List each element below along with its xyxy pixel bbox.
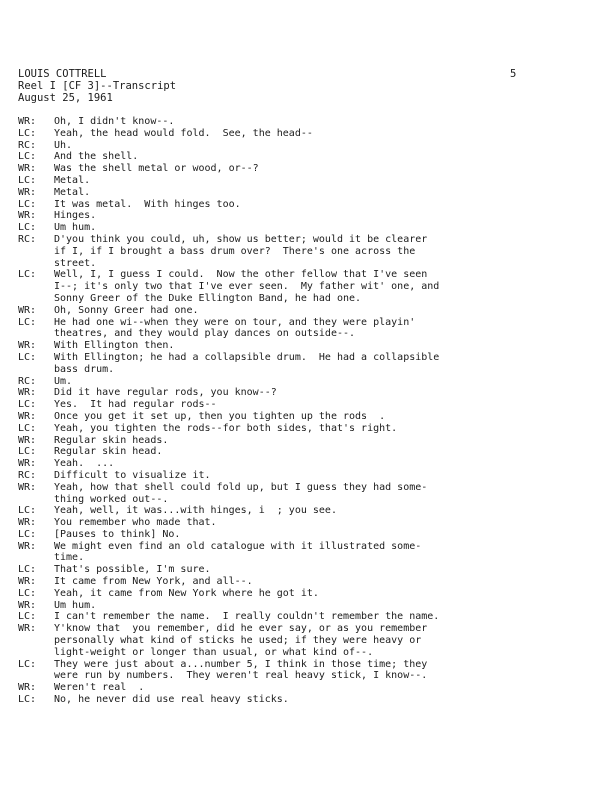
- speaker-label: WR:: [18, 163, 37, 175]
- utterance: [54, 376, 598, 388]
- utterance: [54, 305, 598, 317]
- reel-label: Reel I [CF 3]--Transcript: [18, 80, 177, 93]
- transcript-line: [18, 116, 598, 128]
- speaker-label: WR:: [18, 116, 37, 127]
- speaker-label: LC:: [18, 399, 37, 411]
- transcript-line: [18, 682, 598, 694]
- utterance: [54, 222, 598, 234]
- transcript-line: [18, 187, 598, 199]
- transcript-line: [18, 600, 598, 612]
- utterance-line: Um.: [54, 375, 73, 387]
- transcript-line: [18, 411, 598, 423]
- speaker-label: LC:: [18, 316, 37, 328]
- transcript-line: [18, 588, 598, 600]
- utterance-line: With Ellington then.: [54, 340, 175, 352]
- utterance: [54, 623, 598, 658]
- utterance-line: It was metal. With hinges too.: [54, 198, 241, 210]
- speaker-label: LC:: [18, 505, 37, 517]
- utterance-line: were run by numbers. They weren't real heavy stick, I know--.: [54, 670, 428, 682]
- utterance: [54, 423, 598, 435]
- utterance-line: Oh, Sonny Greer had one.: [54, 304, 199, 316]
- utterance-line: They were just about a...number 5, I think in those time; they: [54, 658, 428, 670]
- speaker-label: LC:: [18, 528, 37, 540]
- utterance-line: theatres, and they would play dances on outside--.: [54, 328, 356, 340]
- utterance-line: You remember who made that.: [54, 517, 217, 529]
- utterance-line: With Ellington; he had a collapsible drum. He had a collapsible: [54, 351, 440, 363]
- utterance: [54, 399, 598, 411]
- utterance: [54, 317, 598, 341]
- speaker-label: LC:: [18, 611, 37, 623]
- speaker-label: LC:: [18, 564, 37, 576]
- utterance-line: [Pauses to think] No.: [54, 528, 181, 540]
- speaker-label: WR:: [18, 481, 37, 493]
- speaker-label: LC:: [18, 658, 37, 670]
- speaker-label: LC:: [18, 127, 37, 139]
- speaker-label: LC:: [18, 422, 37, 434]
- speaker-label: WR:: [18, 434, 37, 446]
- speaker-label: WR:: [18, 599, 37, 611]
- page-number: 5: [510, 68, 517, 80]
- transcript-line: [18, 659, 598, 683]
- transcript-line: [18, 210, 598, 222]
- utterance: [54, 128, 598, 140]
- utterance-line: if I, if I brought a bass drum over? There's one across the: [54, 245, 416, 257]
- speaker-label: WR:: [18, 186, 37, 198]
- speaker-label: LC:: [18, 269, 37, 281]
- utterance: [54, 187, 598, 199]
- utterance: [54, 505, 598, 517]
- utterance: [54, 470, 598, 482]
- speaker-label: LC:: [18, 151, 37, 163]
- utterance-line: street.: [54, 257, 97, 269]
- transcript-line: [18, 199, 598, 211]
- speaker-label: WR:: [18, 340, 37, 352]
- utterance-line: D'you think you could, uh, show us better; would it be clearer: [54, 233, 428, 245]
- utterance: [54, 446, 598, 458]
- utterance: [54, 435, 598, 447]
- transcript-line: [18, 387, 598, 399]
- utterance-line: Difficult to visualize it.: [54, 469, 211, 481]
- utterance: [54, 210, 598, 222]
- utterance-line: Yeah, how that shell could fold up, but I guess they had some-: [54, 481, 428, 493]
- transcript-line: [18, 151, 598, 163]
- utterance-line: Oh, I didn't know--.: [54, 116, 175, 127]
- speaker-label: RC:: [18, 375, 37, 387]
- utterance-line: That's possible, I'm sure.: [54, 564, 211, 576]
- speaker-label: WR:: [18, 410, 37, 422]
- utterance-line: Yeah, it came from New York where he got it.: [54, 587, 319, 599]
- utterance: [54, 482, 598, 506]
- speaker-label: RC:: [18, 469, 37, 481]
- utterance-line: thing worked out--.: [54, 493, 169, 505]
- utterance: [54, 588, 598, 600]
- utterance-line: personally what kind of sticks he used; if they were heavy or: [54, 635, 422, 647]
- utterance: [54, 694, 598, 706]
- transcript-line: [18, 399, 598, 411]
- speaker-label: LC:: [18, 587, 37, 599]
- utterance-line: Um hum.: [54, 599, 97, 611]
- utterance-line: Hinges.: [54, 210, 97, 222]
- utterance-line: Was the shell metal or wood, or--?: [54, 163, 259, 175]
- transcript-line: [18, 163, 598, 175]
- transcript-body: [18, 116, 598, 706]
- utterance-line: Once you get it set up, then you tighten up the rods .: [54, 410, 386, 422]
- speaker-label: RC:: [18, 233, 37, 245]
- utterance-line: Did it have regular rods, you know--?: [54, 387, 277, 399]
- utterance-line: Regular skin heads.: [54, 434, 169, 446]
- utterance-line: Regular skin head.: [54, 446, 163, 458]
- utterance-line: Uh.: [54, 139, 73, 151]
- transcript-line: [18, 376, 598, 388]
- utterance-line: It came from New York, and all--.: [54, 576, 253, 588]
- transcript-line: [18, 317, 598, 341]
- transcript-line: [18, 541, 598, 565]
- transcript-line: [18, 505, 598, 517]
- utterance-line: Um hum.: [54, 222, 97, 234]
- transcript-line: [18, 423, 598, 435]
- interview-date: August 25, 1961: [18, 92, 113, 105]
- utterance-line: time.: [54, 552, 85, 564]
- speaker-label: LC:: [18, 222, 37, 234]
- speaker-label: LC:: [18, 351, 37, 363]
- utterance-line: And the shell.: [54, 151, 139, 163]
- transcript-line: [18, 458, 598, 470]
- utterance-line: I can't remember the name. I really couldn't remember the name.: [54, 611, 440, 623]
- transcript-line: [18, 576, 598, 588]
- utterance: [54, 199, 598, 211]
- transcript-line: [18, 269, 598, 304]
- utterance-line: Yeah. ...: [54, 458, 115, 470]
- utterance: [54, 541, 598, 565]
- transcript-line: [18, 352, 598, 376]
- speaker-label: RC:: [18, 139, 37, 151]
- utterance-line: Well, I, I guess I could. Now the other fellow that I've seen: [54, 269, 428, 281]
- utterance: [54, 269, 598, 304]
- speaker-label: WR:: [18, 682, 37, 694]
- utterance: [54, 234, 598, 269]
- transcript-line: [18, 694, 598, 706]
- transcript-line: [18, 623, 598, 658]
- transcript-line: [18, 128, 598, 140]
- interviewee-name: LOUIS COTTRELL: [18, 68, 107, 80]
- utterance: [54, 529, 598, 541]
- utterance: [54, 411, 598, 423]
- speaker-label: WR:: [18, 576, 37, 588]
- utterance: [54, 659, 598, 683]
- transcript-line: [18, 222, 598, 234]
- speaker-label: WR:: [18, 304, 37, 316]
- transcript-line: [18, 305, 598, 317]
- transcript-line: [18, 446, 598, 458]
- transcript-line: [18, 517, 598, 529]
- utterance: [54, 151, 598, 163]
- utterance-line: We might even find an old catalogue with it illustrated some-: [54, 540, 422, 552]
- utterance: [54, 576, 598, 588]
- utterance: [54, 611, 598, 623]
- utterance-line: I--; it's only two that I've ever seen. My father wit' one, and: [54, 281, 440, 293]
- utterance-line: Weren't real .: [54, 682, 145, 694]
- transcript-line: [18, 470, 598, 482]
- speaker-label: LC:: [18, 174, 37, 186]
- speaker-label: LC:: [18, 446, 37, 458]
- utterance: [54, 600, 598, 612]
- transcript-line: [18, 234, 598, 269]
- utterance-line: Yes. It had regular rods--: [54, 399, 217, 411]
- speaker-label: WR:: [18, 387, 37, 399]
- utterance-line: bass drum.: [54, 363, 115, 375]
- transcript-line: [18, 529, 598, 541]
- transcript-line: [18, 611, 598, 623]
- utterance-line: Sonny Greer of the Duke Ellington Band, he had one.: [54, 292, 362, 304]
- utterance: [54, 564, 598, 576]
- utterance-line: Yeah, the head would fold. See, the head--: [54, 127, 313, 139]
- utterance: [54, 116, 598, 128]
- speaker-label: WR:: [18, 517, 37, 529]
- utterance-line: He had one wi--when they were on tour, and they were playin': [54, 316, 416, 328]
- utterance: [54, 340, 598, 352]
- utterance: [54, 387, 598, 399]
- utterance: [54, 352, 598, 376]
- transcript-line: [18, 564, 598, 576]
- speaker-label: LC:: [18, 198, 37, 210]
- transcript-line: [18, 435, 598, 447]
- utterance-line: No, he never did use real heavy sticks.: [54, 694, 289, 706]
- utterance-line: Metal.: [54, 174, 91, 186]
- speaker-label: WR:: [18, 540, 37, 552]
- transcript-line: [18, 140, 598, 152]
- transcript-line: [18, 340, 598, 352]
- utterance-line: Metal.: [54, 186, 91, 198]
- utterance-line: light-weight or longer than usual, or what kind of--.: [54, 646, 374, 658]
- utterance-line: Y'know that you remember, did he ever say, or as you remember: [54, 623, 428, 635]
- transcript-line: [18, 175, 598, 187]
- speaker-label: WR:: [18, 210, 37, 222]
- page-header: [18, 68, 528, 105]
- utterance: [54, 163, 598, 175]
- utterance: [54, 458, 598, 470]
- utterance-line: Yeah, well, it was...with hinges, i ; you see.: [54, 505, 337, 517]
- utterance: [54, 175, 598, 187]
- speaker-label: LC:: [18, 694, 37, 706]
- speaker-label: WR:: [18, 458, 37, 470]
- utterance: [54, 140, 598, 152]
- utterance: [54, 682, 598, 694]
- utterance-line: Yeah, you tighten the rods--for both sides, that's right.: [54, 422, 398, 434]
- speaker-label: WR:: [18, 623, 37, 635]
- utterance: [54, 517, 598, 529]
- transcript-line: [18, 482, 598, 506]
